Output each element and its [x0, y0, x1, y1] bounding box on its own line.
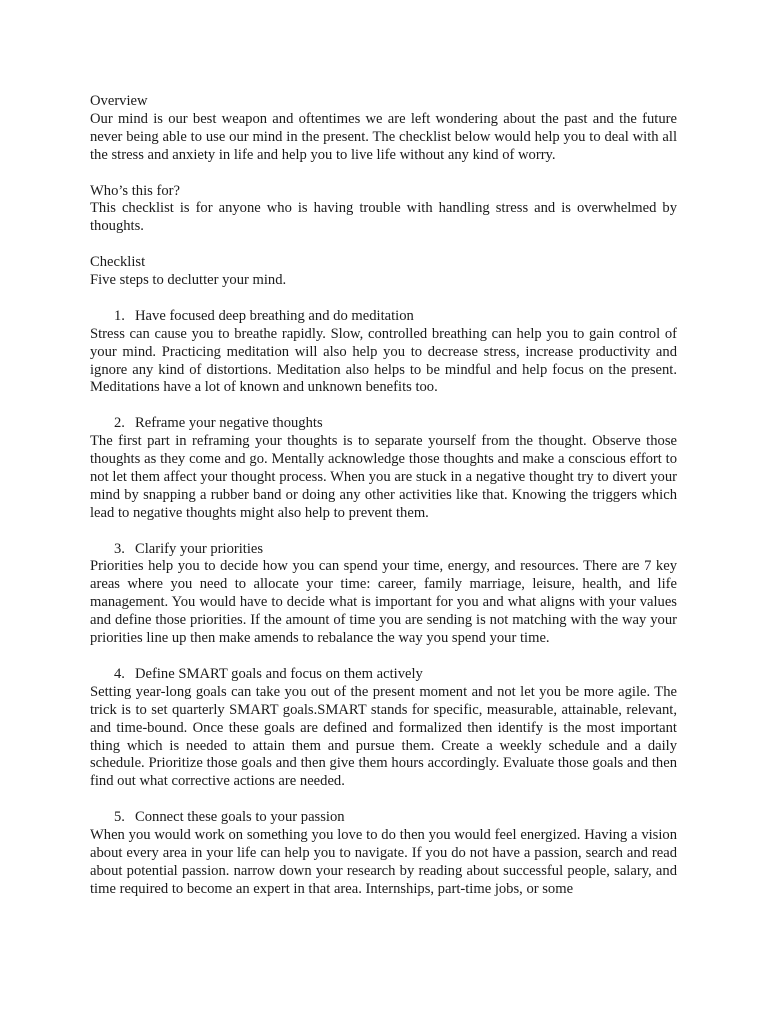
step-text: Setting year-long goals can take you out of the present moment and not let you be more agile. The trick is to set quarterly SMART goals.SMART stands for specific, measurable, attainable, relevant, and time-bound. Once these goals are defined and formalized then identify is the most important thing which is needed to attain them and pursue them. Create a weekly schedule and a daily schedule. Prioritize those goals and then give them hours accordingly. Evaluate those goals and then find out what corrective actions are needed.: [90, 683, 677, 790]
document-page: [90, 93, 677, 917]
step-text: When you would work on something you love to do then you would feel energized. Having a vision about every area in your life can help you to navigate. If you do not have a passion, search and read about potential passion. narrow down your research by reading about successful people, salary, and time required to become an expert in that area. Internships, part-time jobs, or some: [90, 827, 677, 897]
step-number: 1.: [114, 307, 125, 324]
step-number: 3.: [114, 540, 125, 557]
checklist-intro: Five steps to declutter your mind.: [90, 272, 287, 289]
step-title: Reframe your negative thoughts: [135, 415, 323, 432]
step-text: Stress can cause you to breathe rapidly. Slow, controlled breathing can help you to gain control of your mind. Practicing meditation will also help you to decrease stress, increase productivity and ignore any kind of distortions. Meditation also helps to be mindful and help focus on the present. Meditations have a lot of known and unknown benefits too.: [90, 325, 677, 396]
checklist-section: [90, 254, 677, 290]
step-heading: [90, 541, 677, 559]
step-number: 4.: [114, 665, 125, 682]
step-number: 5.: [114, 809, 125, 826]
step-text: The first part in reframing your thoughts is to separate yourself from the thought. Observe those thoughts as they come and go. Mentally acknowledge those thoughts and make a conscious effort to not let them affect your thought process. When you are stuck in a negative thought try to divert your mind by snapping a rubber band or doing any other activities like that. Knowing the triggers which lead to negative thoughts might also help to prevent them.: [90, 433, 677, 521]
audience-heading: Who’s this for?: [90, 182, 180, 199]
step-heading: [90, 809, 677, 827]
overview-section: [90, 93, 677, 165]
step-heading: [90, 415, 677, 433]
step-heading: [90, 308, 677, 326]
step-title: Have focused deep breathing and do meditation: [135, 307, 414, 324]
step-text: Priorities help you to decide how you can spend your time, energy, and resources. There are 7 key areas where you need to allocate your time: career, family marriage, leisure, health, and life management. You would have to decide what is important for you and what aligns with your values and define those priorities. If the amount of time you are sending is not matching with the way your priorities line up then make amends to rebalance the way you spend your time.: [90, 558, 677, 647]
overview-heading: Overview: [90, 93, 148, 109]
audience-text: This checklist is for anyone who is having trouble with handling stress and is overwhelmed by thoughts.: [90, 200, 677, 235]
step-2: [90, 415, 677, 522]
checklist-heading: Checklist: [90, 254, 146, 271]
step-1: [90, 308, 677, 398]
step-number: 2.: [114, 415, 125, 432]
step-4: [90, 666, 677, 791]
step-3: [90, 541, 677, 648]
audience-section: [90, 183, 677, 237]
step-5: [90, 809, 677, 899]
step-title: Connect these goals to your passion: [135, 809, 345, 826]
step-title: Clarify your priorities: [135, 540, 264, 557]
overview-text: Our mind is our best weapon and oftentimes we are left wondering about the past and the future never being able to use our mind in the present. The checklist below would help you to deal with all the stress and anxiety in life and help you to live life without any kind of worry.: [90, 110, 677, 163]
step-title: Define SMART goals and focus on them actively: [135, 665, 423, 682]
step-heading: [90, 666, 677, 684]
